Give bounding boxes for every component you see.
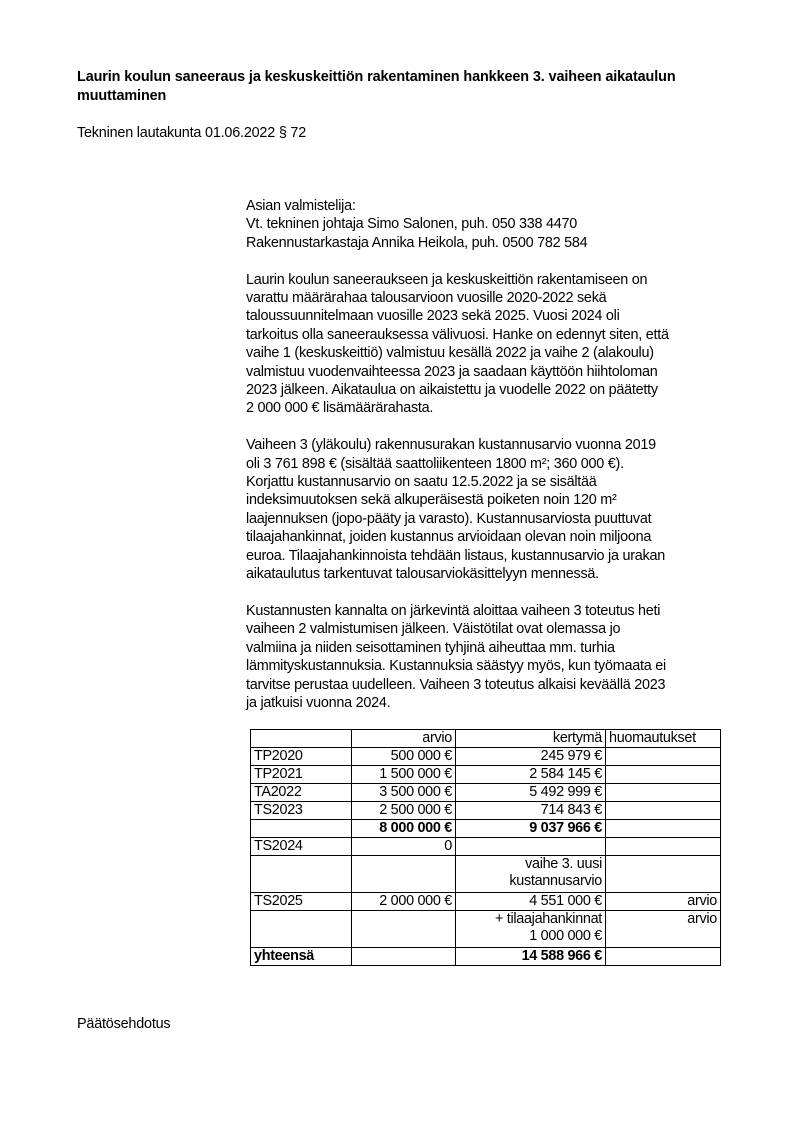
kertyma-note: [456, 911, 606, 948]
arvio-value: [352, 856, 456, 893]
paragraph-line: ja jatkuisi vuonna 2024.: [246, 694, 391, 711]
arvio-value: 2 500 000 €: [352, 802, 456, 820]
header-cell-huomautukset: huomautukset: [606, 730, 721, 748]
note-value: [606, 802, 721, 820]
header-cell-arvio: arvio: [352, 730, 456, 748]
table-row: [251, 911, 721, 948]
row-label: TA2022: [251, 784, 352, 802]
paragraph-line: tarvitse perustaa uudelleen. Vaiheen 3 toteutus alkaisi keväällä 2023: [246, 676, 666, 693]
row-label: TP2020: [251, 748, 352, 766]
arvio-value: 2 000 000 €: [352, 893, 456, 911]
document-body: [246, 197, 746, 731]
table-row: [251, 893, 721, 911]
paragraph-line: oli 3 761 898 € (sisältää saattoliikenteen 1800 m²; 360 000 €).: [246, 455, 624, 472]
preparer-heading: Asian valmistelija:: [246, 198, 356, 214]
row-label: TS2023: [251, 802, 352, 820]
paragraph-line: vaiheen 2 valmistumisen jälkeen. Väistötilat ovat olemassa jo: [246, 621, 621, 638]
paragraph-line: 2023 jälkeen. Aikataulua on aikaistettu ja vuodelle 2022 on päätetty: [246, 382, 658, 399]
paragraph-line: lämmityskustannuksia. Kustannuksia säästyy myös, kun työmaata ei: [246, 658, 666, 675]
paragraph-line: Kustannusten kannalta on järkevintä aloittaa vaiheen 3 toteutus heti: [246, 602, 661, 619]
kertyma-value: 245 979 €: [456, 748, 606, 766]
kertyma-subtotal: 9 037 966 €: [456, 820, 606, 838]
row-label: [251, 820, 352, 838]
arvio-subtotal: 8 000 000 €: [352, 820, 456, 838]
preparer-section: [246, 197, 746, 252]
row-label: TS2025: [251, 893, 352, 911]
paragraph-line: aikataulutus tarkentuvat talousarviokäsittelyyn mennessä.: [246, 566, 599, 583]
paragraph-line: tilaajahankinnat, joiden kustannus arvioidaan olevan noin miljoona: [246, 529, 652, 546]
table-row: [251, 748, 721, 766]
preparer-line: Vt. tekninen johtaja Simo Salonen, puh. 050 338 4470: [246, 216, 578, 233]
paragraph-line: valmiina ja niiden seisottaminen tyhjinä aiheuttaa mm. turhia: [246, 639, 615, 656]
kertyma-value: 4 551 000 €: [456, 893, 606, 911]
note-value: [606, 948, 721, 966]
paragraph-line: vaihe 1 (keskuskeittiö) valmistuu kesällä 2022 ja vaihe 2 (alakoulu): [246, 345, 654, 362]
document-title: Laurin koulun saneeraus ja keskuskeittiön rakentaminen hankkeen 3. vaiheen aikataulun muuttaminen: [77, 69, 676, 104]
preparer-line: Rakennustarkastaja Annika Heikola, puh. 0500 782 584: [246, 234, 588, 251]
row-label: TS2024: [251, 838, 352, 856]
arvio-value: [352, 911, 456, 948]
kertyma-value: 5 492 999 €: [456, 784, 606, 802]
paragraph-rationale: [246, 602, 746, 712]
paragraph-background: [246, 271, 746, 418]
arvio-value: 0: [352, 838, 456, 856]
paragraph-cost-estimate: [246, 436, 746, 583]
kertyma-value: 2 584 145 €: [456, 766, 606, 784]
table-header-row: [251, 730, 721, 748]
header-cell-label: [251, 730, 352, 748]
table-row: [251, 838, 721, 856]
table-row: [251, 784, 721, 802]
row-label: TP2021: [251, 766, 352, 784]
paragraph-line: Laurin koulun saneeraukseen ja keskuskeittiön rakentamiseen on: [246, 271, 648, 288]
table-row: [251, 802, 721, 820]
note-value: arvio: [606, 911, 721, 948]
arvio-value: 1 500 000 €: [352, 766, 456, 784]
note-value: [606, 856, 721, 893]
arvio-value: 500 000 €: [352, 748, 456, 766]
note-value: [606, 838, 721, 856]
kertyma-note: [456, 856, 606, 893]
table-row: [251, 766, 721, 784]
paragraph-line: Vaiheen 3 (yläkoulu) rakennusurakan kustannusarvio vuonna 2019: [246, 437, 656, 454]
table-row-subtotal: [251, 820, 721, 838]
paragraph-line: tarkoitus olla saneerauksessa välivuosi. Hanke on edennyt siten, että: [246, 326, 669, 343]
budget-table: [250, 729, 721, 966]
kertyma-note-line: vaihe 3. uusi: [525, 856, 602, 872]
note-value: [606, 748, 721, 766]
decision-heading: Päätösehdotus: [77, 1016, 171, 1032]
paragraph-line: Korjattu kustannusarvio on saatu 12.5.2022 ja se sisältää: [246, 474, 597, 491]
paragraph-line: 2 000 000 € lisämäärärahasta.: [246, 400, 434, 417]
kertyma-note-line: kustannusarvio: [509, 873, 602, 889]
kertyma-total: 14 588 966 €: [456, 948, 606, 966]
paragraph-line: euroa. Tilaajahankinnoista tehdään listaus, kustannusarvio ja urakan: [246, 547, 665, 564]
header-cell-kertyma: kertymä: [456, 730, 606, 748]
paragraph-line: indeksimuutoksen sekä alkuperäisestä poiketen noin 120 m²: [246, 492, 617, 509]
row-label: [251, 856, 352, 893]
note-value: [606, 784, 721, 802]
meeting-reference: Tekninen lautakunta 01.06.2022 § 72: [77, 125, 307, 141]
kertyma-note-line: + tilaajahankinnat: [494, 911, 602, 927]
note-value: [606, 766, 721, 784]
paragraph-line: valmistuu vuodenvaihteessa 2023 ja saadaan käyttöön hiihtoloman: [246, 363, 658, 380]
kertyma-value: 714 843 €: [456, 802, 606, 820]
table-row: [251, 856, 721, 893]
note-value: arvio: [606, 893, 721, 911]
paragraph-line: varattu määrärahaa talousarvioon vuosille 2020-2022 sekä: [246, 290, 607, 307]
kertyma-note-line: 1 000 000 €: [529, 928, 602, 944]
note-value: [606, 820, 721, 838]
row-label: [251, 911, 352, 948]
paragraph-line: laajennuksen (jopo-pääty ja varasto). Kustannusarviosta puuttuvat: [246, 510, 652, 527]
total-label: yhteensä: [251, 948, 352, 966]
arvio-value: [352, 948, 456, 966]
table-row-total: [251, 948, 721, 966]
paragraph-line: taloussuunnitelmaan vuosille 2023 sekä 2025. Vuosi 2024 oli: [246, 308, 620, 325]
arvio-value: 3 500 000 €: [352, 784, 456, 802]
kertyma-value: [456, 838, 606, 856]
